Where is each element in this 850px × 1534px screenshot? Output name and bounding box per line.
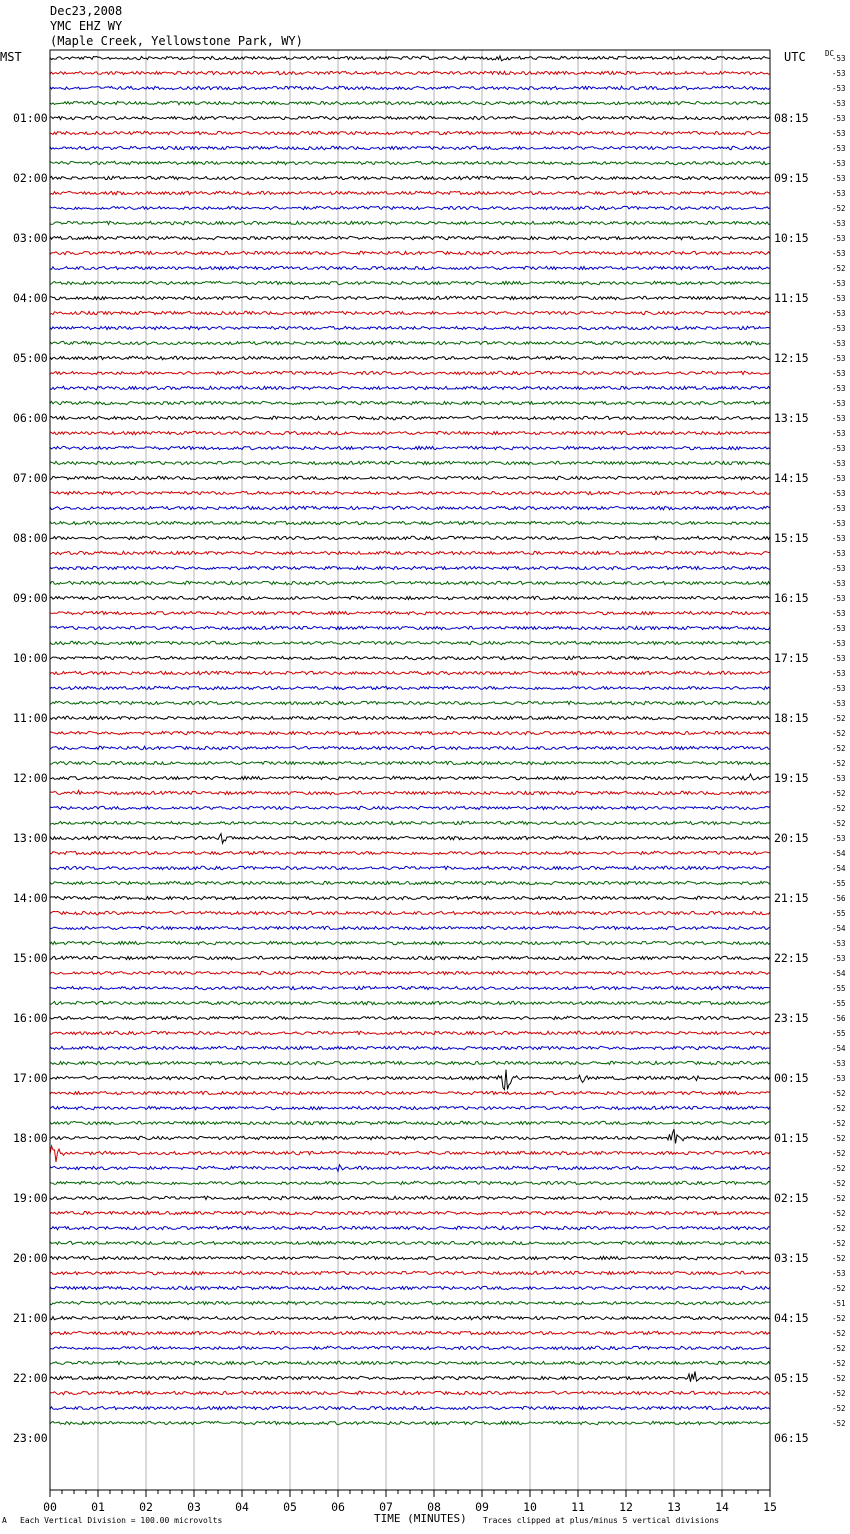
dc-offset-value: -53 — [832, 129, 846, 138]
dc-offset-value: -54 — [832, 849, 846, 858]
dc-offset-value: -52 — [832, 1209, 846, 1218]
trace-line — [50, 506, 770, 510]
hour-label-local: 09:00 — [13, 591, 48, 605]
dc-offset-value: -52 — [832, 1284, 846, 1293]
x-tick-label: 11 — [571, 1500, 585, 1514]
hour-label-local: 23:00 — [13, 1431, 48, 1445]
trace-line — [50, 296, 770, 300]
dc-offset-value: -53 — [832, 174, 846, 183]
dc-offset-value: -55 — [832, 879, 846, 888]
hour-label-local: 21:00 — [13, 1311, 48, 1325]
x-tick-label: 03 — [187, 1500, 201, 1514]
trace-line — [50, 1271, 770, 1275]
trace-line — [50, 1372, 770, 1382]
trace-line — [50, 790, 770, 794]
hour-label-utc: 08:15 — [774, 111, 809, 125]
trace-line — [50, 101, 770, 104]
trace-line — [50, 1165, 770, 1172]
trace-line — [50, 191, 770, 195]
hour-label-local: 10:00 — [13, 651, 48, 665]
dc-offset-value: -55 — [832, 1029, 846, 1038]
dc-offset-value: -53 — [832, 84, 846, 93]
dc-offset-column — [832, 54, 846, 1428]
trace-line — [50, 701, 770, 705]
trace-line — [50, 86, 770, 90]
trace-line — [50, 911, 770, 914]
dc-offset-value: -53 — [832, 564, 846, 573]
dc-offset-value: -52 — [832, 1359, 846, 1368]
hour-label-utc: 09:15 — [774, 171, 809, 185]
trace-line — [50, 746, 770, 749]
hour-label-utc: 16:15 — [774, 591, 809, 605]
dc-offset-value: -53 — [832, 579, 846, 588]
trace-line — [50, 1241, 770, 1244]
dc-offset-value: -52 — [832, 1119, 846, 1128]
dc-offset-value: -53 — [832, 939, 846, 948]
hour-label-local: 07:00 — [13, 471, 48, 485]
dc-offset-value: -52 — [832, 204, 846, 213]
trace-line — [50, 834, 770, 844]
trace-line — [50, 116, 770, 120]
trace-line — [50, 671, 770, 675]
trace-line — [50, 266, 770, 269]
trace-line — [50, 521, 770, 525]
dc-offset-value: -52 — [832, 1254, 846, 1263]
trace-line — [50, 581, 770, 584]
hour-label-utc: 22:15 — [774, 951, 809, 965]
trace-line — [50, 161, 770, 164]
dc-offset-value: -53 — [832, 429, 846, 438]
dc-offset-value: -53 — [832, 69, 846, 78]
hour-label-utc: 10:15 — [774, 231, 809, 245]
dc-offset-value: -53 — [832, 309, 846, 318]
x-tick-label: 14 — [715, 1500, 729, 1514]
dc-offset-value: -53 — [832, 1074, 846, 1083]
trace-line — [50, 476, 770, 479]
hour-label-utc: 23:15 — [774, 1011, 809, 1025]
trace-line — [50, 1286, 770, 1289]
dc-offset-value: -54 — [832, 864, 846, 873]
dc-offset-value: -53 — [832, 474, 846, 483]
dc-offset-value: -52 — [832, 1329, 846, 1338]
dc-offset-value: -54 — [832, 1044, 846, 1053]
dc-offset-value: -53 — [832, 669, 846, 678]
x-tick-label: 12 — [619, 1500, 633, 1514]
trace-line — [50, 1016, 770, 1019]
trace-line — [50, 176, 770, 180]
dc-offset-value: -53 — [832, 639, 846, 648]
trace-line — [50, 806, 770, 809]
hour-label-utc: 00:15 — [774, 1071, 809, 1085]
dc-offset-value: -53 — [832, 834, 846, 843]
trace-line — [50, 1046, 770, 1049]
dc-offset-value: -52 — [832, 744, 846, 753]
dc-offset-value: -52 — [832, 1134, 846, 1143]
trace-line — [50, 1061, 770, 1064]
x-tick-label: 01 — [91, 1500, 105, 1514]
dc-offset-value: -53 — [832, 369, 846, 378]
dc-offset-value: -53 — [832, 144, 846, 153]
dc-offset-value: -53 — [832, 624, 846, 633]
dc-offset-value: -53 — [832, 354, 846, 363]
trace-line — [50, 431, 770, 434]
hour-label-utc: 03:15 — [774, 1251, 809, 1265]
trace-line — [50, 1331, 770, 1335]
dc-offset-value: -52 — [832, 1164, 846, 1173]
hour-label-utc: 20:15 — [774, 831, 809, 845]
dc-offset-value: -52 — [832, 729, 846, 738]
dc-offset-value: -53 — [832, 954, 846, 963]
x-tick-label: 10 — [523, 1500, 537, 1514]
trace-line — [50, 1091, 770, 1094]
hour-label-local: 16:00 — [13, 1011, 48, 1025]
trace-line — [50, 626, 770, 630]
hour-label-utc: 06:15 — [774, 1431, 809, 1445]
trace-line — [50, 236, 770, 239]
hour-label-local: 12:00 — [13, 771, 48, 785]
dc-offset-value: -52 — [832, 1089, 846, 1098]
dc-offset-value: -53 — [832, 99, 846, 108]
dc-offset-value: -53 — [832, 159, 846, 168]
seismic-traces — [50, 56, 770, 1425]
dc-offset-value: -52 — [832, 1104, 846, 1113]
trace-line — [50, 416, 770, 419]
dc-offset-value: -52 — [832, 264, 846, 273]
dc-offset-value: -52 — [832, 1239, 846, 1248]
dc-offset-value: -53 — [832, 324, 846, 333]
trace-line — [50, 1106, 770, 1110]
dc-offset-value: -53 — [832, 489, 846, 498]
dc-offset-value: -53 — [832, 444, 846, 453]
trace-line — [50, 281, 770, 285]
dc-offset-value: -53 — [832, 699, 846, 708]
trace-line — [50, 851, 770, 854]
location-label: (Maple Creek, Yellowstone Park, WY) — [50, 34, 303, 48]
trace-line — [50, 656, 770, 659]
hour-label-local: 22:00 — [13, 1371, 48, 1385]
trace-line — [50, 1421, 770, 1425]
trace-line — [50, 326, 770, 329]
trace-line — [50, 1121, 770, 1124]
x-tick-label: 06 — [331, 1500, 345, 1514]
station-label: YMC EHZ WY — [50, 19, 123, 33]
dc-offset-value: -53 — [832, 384, 846, 393]
dc-offset-value: -52 — [832, 1404, 846, 1413]
dc-offset-value: -53 — [832, 594, 846, 603]
dc-offset-value: -52 — [832, 1149, 846, 1158]
hour-label-local: 18:00 — [13, 1131, 48, 1145]
trace-line — [50, 1070, 770, 1090]
trace-line — [50, 221, 770, 225]
hour-label-utc: 13:15 — [774, 411, 809, 425]
trace-line — [50, 131, 770, 134]
dc-offset-value: -55 — [832, 909, 846, 918]
dc-offset-value: -52 — [832, 1194, 846, 1203]
dc-offset-value: -53 — [832, 249, 846, 258]
hour-label-local: 04:00 — [13, 291, 48, 305]
dc-offset-value: -53 — [832, 114, 846, 123]
utc-hour-labels — [774, 111, 809, 1445]
hour-label-local: 14:00 — [13, 891, 48, 905]
trace-line — [50, 311, 770, 314]
trace-line — [50, 926, 770, 929]
x-tick-label: 02 — [139, 1500, 153, 1514]
dc-offset-value: -53 — [832, 504, 846, 513]
hour-label-utc: 15:15 — [774, 531, 809, 545]
hour-label-utc: 19:15 — [774, 771, 809, 785]
dc-offset-value: -52 — [832, 1314, 846, 1323]
trace-line — [50, 566, 770, 569]
dc-offset-value: -55 — [832, 999, 846, 1008]
hour-label-local: 03:00 — [13, 231, 48, 245]
dc-offset-value: -53 — [832, 399, 846, 408]
trace-line — [50, 941, 770, 945]
dc-offset-value: -53 — [832, 459, 846, 468]
hour-label-local: 01:00 — [13, 111, 48, 125]
dc-offset-value: -53 — [832, 519, 846, 528]
trace-line — [50, 1406, 770, 1409]
hour-label-utc: 05:15 — [774, 1371, 809, 1385]
trace-line — [50, 1031, 770, 1035]
x-tick-label: 00 — [43, 1500, 57, 1514]
dc-offset-value: -53 — [832, 294, 846, 303]
trace-line — [50, 551, 770, 555]
hour-label-local: 20:00 — [13, 1251, 48, 1265]
dc-offset-value: -53 — [832, 1059, 846, 1068]
trace-line — [50, 1346, 770, 1350]
trace-line — [50, 386, 770, 390]
hour-label-local: 02:00 — [13, 171, 48, 185]
left-timezone-label: MST — [0, 50, 22, 64]
trace-line — [50, 71, 770, 75]
dc-offset-value: -55 — [832, 984, 846, 993]
trace-line — [50, 491, 770, 494]
trace-line — [50, 611, 770, 615]
dc-offset-value: -52 — [832, 1419, 846, 1428]
dc-offset-value: -53 — [832, 609, 846, 618]
dc-offset-value: -52 — [832, 1374, 846, 1383]
dc-offset-value: -51 — [832, 1299, 846, 1308]
hour-label-utc: 02:15 — [774, 1191, 809, 1205]
trace-line — [50, 716, 770, 719]
trace-line — [50, 146, 770, 149]
dc-offset-value: -52 — [832, 1389, 846, 1398]
dc-offset-value: -52 — [832, 1224, 846, 1233]
dc-offset-value: -56 — [832, 1014, 846, 1023]
trace-line — [50, 1316, 770, 1320]
dc-offset-value: -53 — [832, 654, 846, 663]
dc-offset-value: -56 — [832, 894, 846, 903]
dc-offset-value: -52 — [832, 819, 846, 828]
hour-label-local: 11:00 — [13, 711, 48, 725]
x-tick-label: 13 — [667, 1500, 681, 1514]
dc-offset-value: -54 — [832, 924, 846, 933]
trace-line — [50, 596, 770, 599]
hour-label-utc: 14:15 — [774, 471, 809, 485]
dc-offset-value: -53 — [832, 684, 846, 693]
local-hour-labels — [13, 111, 48, 1445]
x-tick-label: 09 — [475, 1500, 489, 1514]
vertical-scale-note: Each Vertical Division = 100.00 microvolts — [20, 1516, 223, 1525]
hour-label-local: 13:00 — [13, 831, 48, 845]
hour-label-local: 08:00 — [13, 531, 48, 545]
time-axis — [43, 1490, 777, 1514]
dc-offset-value: -53 — [832, 549, 846, 558]
right-timezone-label: UTC — [784, 50, 806, 64]
x-tick-label: 05 — [283, 1500, 297, 1514]
trace-line — [50, 881, 770, 884]
trace-line — [50, 56, 770, 61]
trace-line — [50, 641, 770, 644]
hour-label-local: 05:00 — [13, 351, 48, 365]
dc-offset-value: -53 — [832, 774, 846, 783]
x-tick-label: 07 — [379, 1500, 393, 1514]
hour-label-local: 19:00 — [13, 1191, 48, 1205]
dc-offset-value: -53 — [832, 189, 846, 198]
trace-line — [50, 1181, 770, 1185]
dc-offset-value: -52 — [832, 1179, 846, 1188]
dc-offset-value: -53 — [832, 339, 846, 348]
dc-offset-value: -53 — [832, 279, 846, 288]
trace-line — [50, 1391, 770, 1394]
trace-line — [50, 971, 770, 974]
trace-line — [50, 401, 770, 404]
trace-line — [50, 731, 770, 734]
dc-header-label: DC — [825, 49, 835, 58]
dc-offset-value: -52 — [832, 804, 846, 813]
trace-line — [50, 1361, 770, 1365]
x-tick-label: 15 — [763, 1500, 777, 1514]
trace-line — [50, 866, 770, 870]
hour-label-utc: 18:15 — [774, 711, 809, 725]
x-tick-label: 04 — [235, 1500, 249, 1514]
dc-offset-value: -53 — [832, 414, 846, 423]
trace-line — [50, 461, 770, 465]
trace-line — [50, 1196, 770, 1200]
trace-line — [50, 986, 770, 990]
trace-line — [50, 341, 770, 345]
x-tick-label: 08 — [427, 1500, 441, 1514]
trace-line — [50, 1256, 770, 1260]
hour-label-utc: 04:15 — [774, 1311, 809, 1325]
trace-line — [50, 371, 770, 375]
trace-line — [50, 206, 770, 210]
dc-offset-value: -52 — [832, 1344, 846, 1353]
hour-label-utc: 01:15 — [774, 1131, 809, 1145]
trace-line — [50, 1146, 770, 1162]
trace-line — [50, 446, 770, 450]
dc-offset-value: -53 — [832, 234, 846, 243]
dc-offset-value: -52 — [832, 789, 846, 798]
trace-line — [50, 761, 770, 764]
date-label: Dec23,2008 — [50, 4, 123, 18]
hour-label-utc: 12:15 — [774, 351, 809, 365]
hour-label-local: 15:00 — [13, 951, 48, 965]
dc-offset-value: -52 — [832, 714, 846, 723]
dc-offset-value: -52 — [832, 759, 846, 768]
trace-line — [50, 686, 770, 689]
dc-offset-value: -53 — [832, 219, 846, 228]
trace-line — [50, 1129, 770, 1143]
trace-line — [50, 1301, 770, 1304]
trace-line — [50, 251, 770, 254]
dc-offset-value: -53 — [832, 54, 846, 63]
hour-label-local: 17:00 — [13, 1071, 48, 1085]
dc-offset-value: -53 — [832, 534, 846, 543]
trace-line — [50, 1211, 770, 1214]
corner-mark: A — [2, 1516, 7, 1525]
trace-line — [50, 821, 770, 824]
trace-line — [50, 536, 770, 540]
dc-offset-value: -54 — [832, 969, 846, 978]
hour-label-utc: 11:15 — [774, 291, 809, 305]
trace-line — [50, 1226, 770, 1229]
hour-label-local: 06:00 — [13, 411, 48, 425]
trace-line — [50, 956, 770, 960]
trace-line — [50, 896, 770, 899]
trace-line — [50, 1001, 770, 1005]
x-axis-label: TIME (MINUTES) — [374, 1512, 467, 1525]
dc-offset-value: -53 — [832, 1269, 846, 1278]
trace-line — [50, 356, 770, 360]
clip-note: Traces clipped at plus/minus 5 vertical divisions — [483, 1516, 720, 1525]
trace-line — [50, 774, 770, 780]
hour-label-utc: 21:15 — [774, 891, 809, 905]
hour-label-utc: 17:15 — [774, 651, 809, 665]
